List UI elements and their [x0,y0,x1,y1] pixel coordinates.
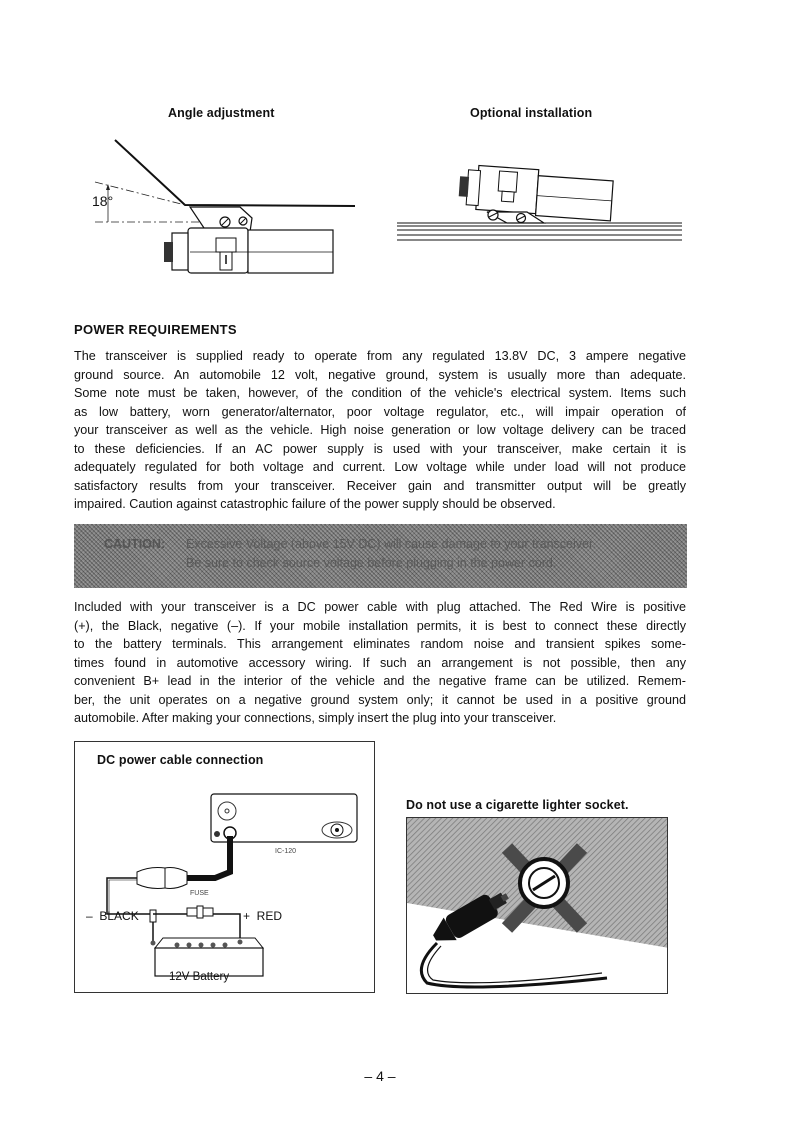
fuse-label: FUSE [190,890,209,897]
battery-label: 12V Battery [169,971,230,983]
text-line: Some note must be taken, however, of the condition of the vehicle's electrical system. Items such [74,386,686,400]
text-line: to the battery terminals. This arrangement eliminates random noise and transient spikes some- [74,637,686,651]
angle-label: 18° [92,193,114,209]
model-label: IC-120 [275,848,297,855]
lighter-warning-title: Do not use a cigarette lighter socket. [406,798,629,812]
text-line: ber, the unit operates on a negative ground system only; it cannot be used in a positive ground [74,692,686,707]
text-line: ground source. An automobile 12 volt, negative ground, system is usually more than adequate. [74,367,686,382]
lighter-socket-illustration [406,817,668,994]
caution-line-2: Be sure to check source voltage before plugging in the power cord. [186,556,557,570]
text-line: as low battery, worn generator/alternator, poor voltage regulator, etc., will impair operation of [74,404,686,419]
text-line: automobile. After making your connections, simply insert the plug into your transceiver. [74,711,557,725]
angle-adjustment-title: Angle adjustment [168,106,275,120]
red-wire-label: + RED [243,909,283,923]
caution-box [74,524,687,588]
text-line: impaired. Caution against catastrophic failure of the power supply should be observed. [74,497,556,511]
page-number: – 4 – [364,1068,396,1084]
caution-line-1: Excessive Voltage (above 15V DC) will cause damage to your transceiver. [186,537,596,551]
text-line: satisfactory results from your transceiver. Receiver gain and transmitter output will be greatly [74,478,686,493]
caution-label: CAUTION: [104,537,166,551]
angle-adjustment-diagram [80,130,365,280]
dc-connection-diagram [75,742,375,992]
dc-cable-paragraph [74,598,686,728]
power-requirements-heading: POWER REQUIREMENTS [74,322,237,337]
dc-cable-diagram-box [74,741,375,993]
text-line: The transceiver is supplied ready to operate from any regulated 13.8V DC, 3 ampere negative [74,349,686,363]
black-wire-label: – BLACK [86,909,139,923]
text-line: to these deficiencies. If an AC power supply is used with your transceiver, make certain it is [74,441,686,456]
text-line: Included with your transceiver is a DC power cable with plug attached. The Red Wire is positive [74,600,686,614]
text-line: times found in automotive accessory wiring. If such an arrangement is not possible, then any [74,655,686,670]
text-line: your transceiver as well as the vehicle. High noise generation or low voltage delivery can be traced [74,423,686,437]
optional-installation-diagram [392,160,687,245]
dc-diagram-title: DC power cable connection [97,753,264,767]
power-requirements-paragraph [74,347,686,514]
optional-installation-title: Optional installation [470,106,593,120]
text-line: (+), the Black, negative (–). If your mobile installation permits, it is best to connect these directly [74,618,686,633]
text-line: convenient B+ lead in the interior of the vehicle and the negative frame can be utilized. Remem- [74,674,686,688]
text-line: adequately regulated for both voltage and current. Low voltage while under load will not produce [74,460,686,474]
